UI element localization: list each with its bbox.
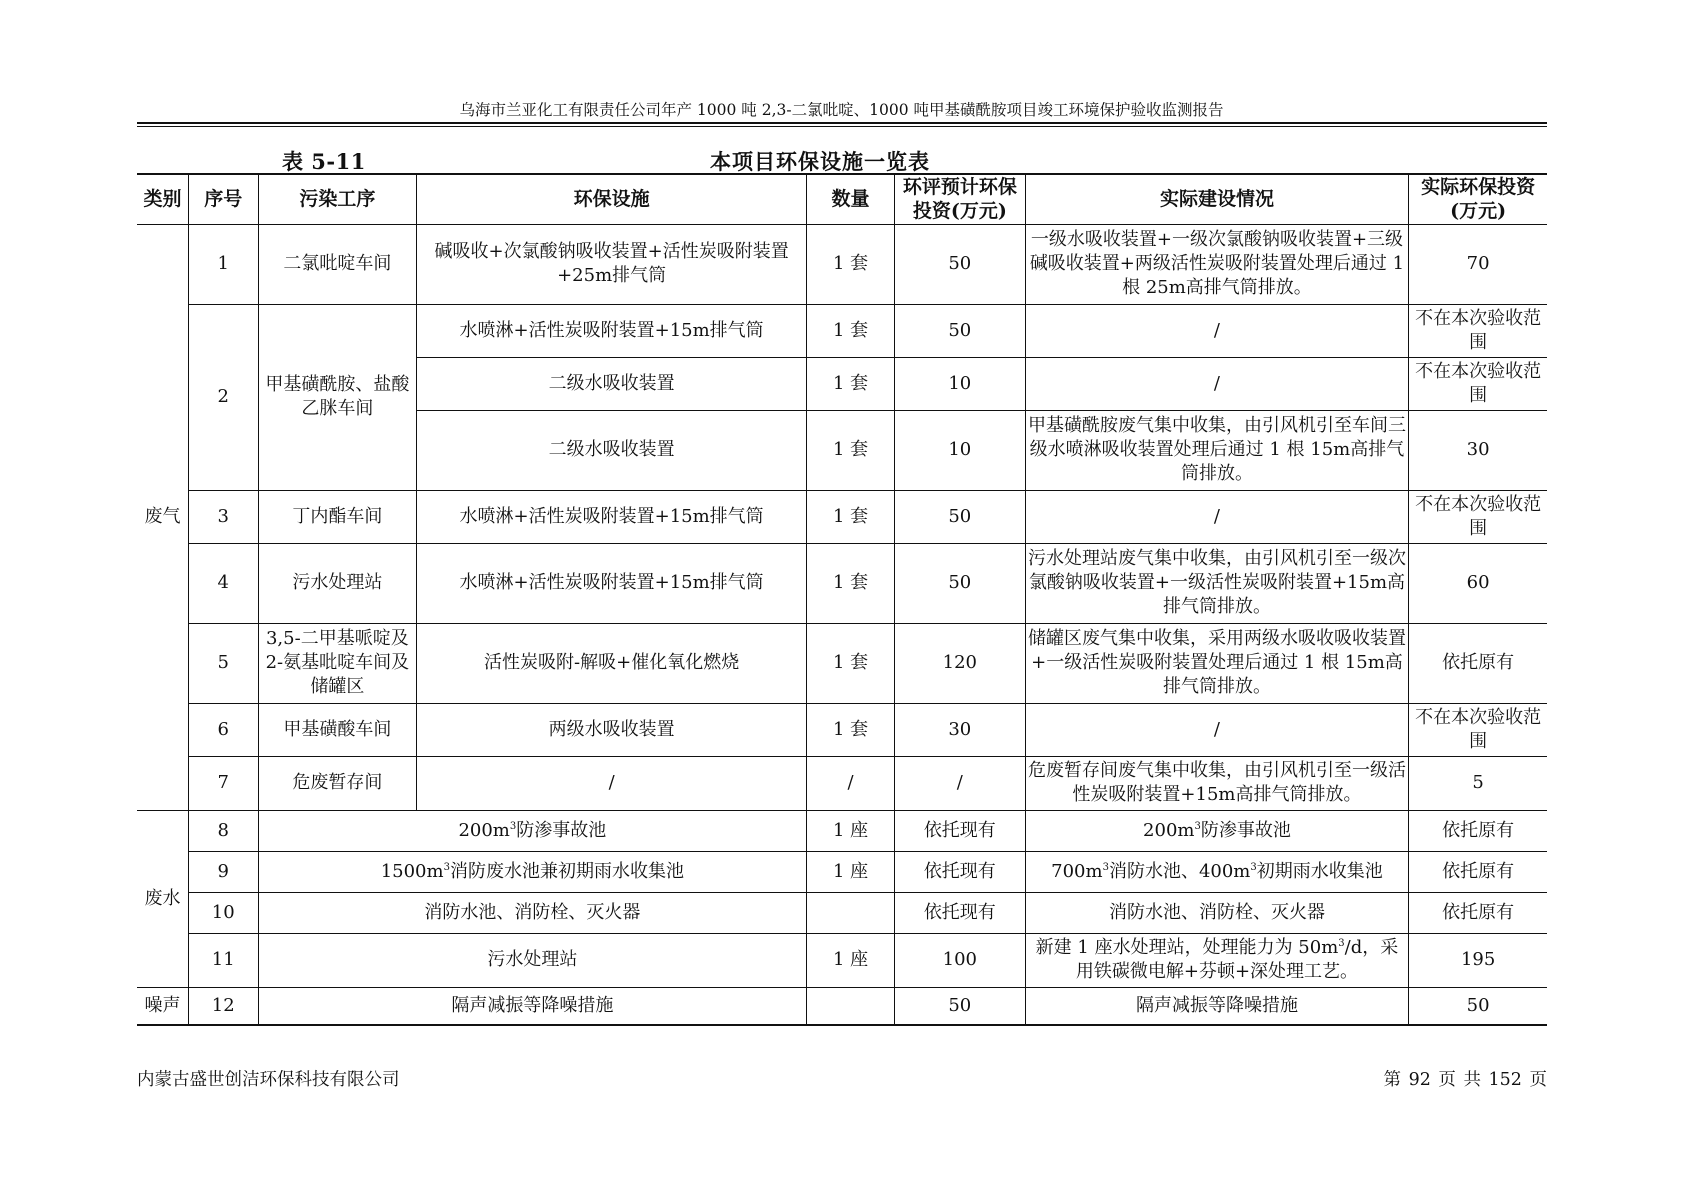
cell-facility: $200m^3$防渗事故池 xyxy=(258,810,807,851)
cell-actual-construction: 消防水池、消防栓、灭火器 xyxy=(1025,892,1409,933)
table-row xyxy=(137,543,1547,623)
cell-actual-investment: 依托原有 xyxy=(1409,892,1547,933)
cell-quantity: 1 座 xyxy=(807,810,895,851)
cell-facility: 水喷淋+活性炭吸附装置+15m排气筒 xyxy=(417,543,807,623)
footer-company: 内蒙古盛世创洁环保科技有限公司 xyxy=(137,1070,400,1090)
cell-facility: 活性炭吸附-解吸+催化氧化燃烧 xyxy=(417,623,807,703)
cell-est-investment: 依托现有 xyxy=(894,810,1025,851)
table-header-row xyxy=(137,174,1547,224)
cell-quantity: 1 座 xyxy=(807,933,895,987)
cell-quantity: 1 套 xyxy=(807,703,895,756)
cell-seq: 1 xyxy=(188,224,258,304)
cell-quantity: 1 套 xyxy=(807,410,895,490)
cell-actual-investment: 195 xyxy=(1409,933,1547,987)
cell-facility: / xyxy=(417,756,807,810)
cell-process: 危废暂存间 xyxy=(258,756,417,810)
cell-est-investment: 100 xyxy=(894,933,1025,987)
category-waste-gas: 废气 xyxy=(137,224,188,810)
cell-seq: 7 xyxy=(188,756,258,810)
col-header-category: 类别 xyxy=(137,174,188,224)
cell-est-investment: 10 xyxy=(894,410,1025,490)
cell-process: 丁内酯车间 xyxy=(258,490,417,543)
table-title: 本项目环保设施一览表 xyxy=(710,149,930,174)
cell-process: 污水处理站 xyxy=(258,543,417,623)
cell-quantity: 1 套 xyxy=(807,357,895,410)
table-row xyxy=(137,490,1547,543)
table-row xyxy=(137,851,1547,892)
cell-quantity: 1 套 xyxy=(807,224,895,304)
header-rule-thin xyxy=(137,126,1547,127)
cell-actual-construction: 新建 1 座水处理站，处理能力为 $50m^3/d$，采用铁碳微电解+芬顿+深处理工艺。 xyxy=(1025,933,1409,987)
cell-actual-investment: 60 xyxy=(1409,543,1547,623)
cell-facility: 污水处理站 xyxy=(258,933,807,987)
cell-quantity xyxy=(807,892,895,933)
cell-quantity: 1 套 xyxy=(807,304,895,357)
cell-actual-construction: 一级水吸收装置+一级次氯酸钠吸收装置+三级碱吸收装置+两级活性炭吸附装置处理后通过 1 根 25m高排气筒排放。 xyxy=(1025,224,1409,304)
cell-actual-construction: $200m^3$防渗事故池 xyxy=(1025,810,1409,851)
table-row xyxy=(137,987,1547,1025)
cell-facility: 隔声减振等降噪措施 xyxy=(258,987,807,1025)
cell-actual-investment: 不在本次验收范围 xyxy=(1409,703,1547,756)
cell-est-investment: 30 xyxy=(894,703,1025,756)
cell-seq: 6 xyxy=(188,703,258,756)
table-row xyxy=(137,892,1547,933)
cell-est-investment: 120 xyxy=(894,623,1025,703)
cell-facility: 消防水池、消防栓、灭火器 xyxy=(258,892,807,933)
cell-actual-investment: 依托原有 xyxy=(1409,623,1547,703)
cell-seq: 5 xyxy=(188,623,258,703)
table-row xyxy=(137,304,1547,357)
cell-facility: 水喷淋+活性炭吸附装置+15m排气筒 xyxy=(417,490,807,543)
col-header-quantity: 数量 xyxy=(807,174,895,224)
col-header-seq: 序号 xyxy=(188,174,258,224)
cell-est-investment: 50 xyxy=(894,490,1025,543)
cell-seq: 4 xyxy=(188,543,258,623)
col-header-actual-investment: 实际环保投资(万元) xyxy=(1409,174,1547,224)
cell-actual-investment: 不在本次验收范围 xyxy=(1409,304,1547,357)
cell-quantity: 1 座 xyxy=(807,851,895,892)
cell-facility: 两级水吸收装置 xyxy=(417,703,807,756)
cell-seq: 2 xyxy=(188,304,258,490)
cell-actual-construction: 储罐区废气集中收集，采用两级水吸收吸收装置+一级活性炭吸附装置处理后通过 1 根 15m高排气筒排放。 xyxy=(1025,623,1409,703)
category-waste-water: 废水 xyxy=(137,810,188,987)
cell-actual-construction: 污水处理站废气集中收集，由引风机引至一级次氯酸钠吸收装置+一级活性炭吸附装置+15m高排气筒排放。 xyxy=(1025,543,1409,623)
table-row xyxy=(137,756,1547,810)
table-row xyxy=(137,933,1547,987)
cell-seq: 10 xyxy=(188,892,258,933)
cell-process: 甲基磺酸车间 xyxy=(258,703,417,756)
cell-est-investment: / xyxy=(894,756,1025,810)
cell-actual-construction: 隔声减振等降噪措施 xyxy=(1025,987,1409,1025)
cell-process: 甲基磺酰胺、盐酸乙脒车间 xyxy=(258,304,417,490)
cell-actual-investment: 5 xyxy=(1409,756,1547,810)
cell-actual-construction: $700m^3$消防水池、$400m^3$初期雨水收集池 xyxy=(1025,851,1409,892)
cell-actual-construction: 甲基磺酰胺废气集中收集，由引风机引至车间三级水喷淋吸收装置处理后通过 1 根 15m高排气筒排放。 xyxy=(1025,410,1409,490)
cell-facility: 水喷淋+活性炭吸附装置+15m排气筒 xyxy=(417,304,807,357)
cell-process: 二氯吡啶车间 xyxy=(258,224,417,304)
cell-actual-construction: / xyxy=(1025,357,1409,410)
cell-actual-investment: 30 xyxy=(1409,410,1547,490)
cell-seq: 12 xyxy=(188,987,258,1025)
cell-est-investment: 依托现有 xyxy=(894,892,1025,933)
cell-quantity: 1 套 xyxy=(807,490,895,543)
facilities-table xyxy=(137,173,1547,1026)
cell-actual-investment: 70 xyxy=(1409,224,1547,304)
table-number: 表 5-11 xyxy=(282,149,366,174)
cell-actual-construction: / xyxy=(1025,304,1409,357)
cell-actual-investment: 50 xyxy=(1409,987,1547,1025)
table-row xyxy=(137,810,1547,851)
cell-actual-investment: 不在本次验收范围 xyxy=(1409,357,1547,410)
cell-facility: 二级水吸收装置 xyxy=(417,357,807,410)
cell-facility: 碱吸收+次氯酸钠吸收装置+活性炭吸附装置+25m排气筒 xyxy=(417,224,807,304)
cell-quantity: 1 套 xyxy=(807,543,895,623)
cell-actual-construction: / xyxy=(1025,703,1409,756)
col-header-process: 污染工序 xyxy=(258,174,417,224)
cell-facility: $1500m^3$消防废水池兼初期雨水收集池 xyxy=(258,851,807,892)
cell-actual-construction: / xyxy=(1025,490,1409,543)
document-header: 乌海市兰亚化工有限责任公司年产 1000 吨 2,3-二氯吡啶、1000 吨甲基磺酰胺项目竣工环境保护验收监测报告 xyxy=(459,101,1224,119)
cell-est-investment: 依托现有 xyxy=(894,851,1025,892)
cell-actual-investment: 依托原有 xyxy=(1409,810,1547,851)
cell-est-investment: 10 xyxy=(894,357,1025,410)
table-row xyxy=(137,703,1547,756)
table-row xyxy=(137,224,1547,304)
table-row xyxy=(137,623,1547,703)
cell-seq: 3 xyxy=(188,490,258,543)
cell-est-investment: 50 xyxy=(894,304,1025,357)
cell-est-investment: 50 xyxy=(894,224,1025,304)
cell-seq: 8 xyxy=(188,810,258,851)
cell-quantity: 1 套 xyxy=(807,623,895,703)
cell-seq: 11 xyxy=(188,933,258,987)
cell-quantity: / xyxy=(807,756,895,810)
cell-quantity xyxy=(807,987,895,1025)
cell-seq: 9 xyxy=(188,851,258,892)
cell-facility: 二级水吸收装置 xyxy=(417,410,807,490)
header-rule xyxy=(137,122,1547,124)
cell-actual-investment: 依托原有 xyxy=(1409,851,1547,892)
cell-est-investment: 50 xyxy=(894,987,1025,1025)
category-noise: 噪声 xyxy=(137,987,188,1025)
footer-page-number: 第 92 页 共 152 页 xyxy=(1383,1070,1547,1090)
col-header-est-investment: 环评预计环保投资(万元) xyxy=(894,174,1025,224)
cell-actual-construction: 危废暂存间废气集中收集，由引风机引至一级活性炭吸附装置+15m高排气筒排放。 xyxy=(1025,756,1409,810)
cell-est-investment: 50 xyxy=(894,543,1025,623)
cell-actual-investment: 不在本次验收范围 xyxy=(1409,490,1547,543)
col-header-facility: 环保设施 xyxy=(417,174,807,224)
col-header-actual-construction: 实际建设情况 xyxy=(1025,174,1409,224)
cell-process: 3,5-二甲基哌啶及 2-氨基吡啶车间及储罐区 xyxy=(258,623,417,703)
